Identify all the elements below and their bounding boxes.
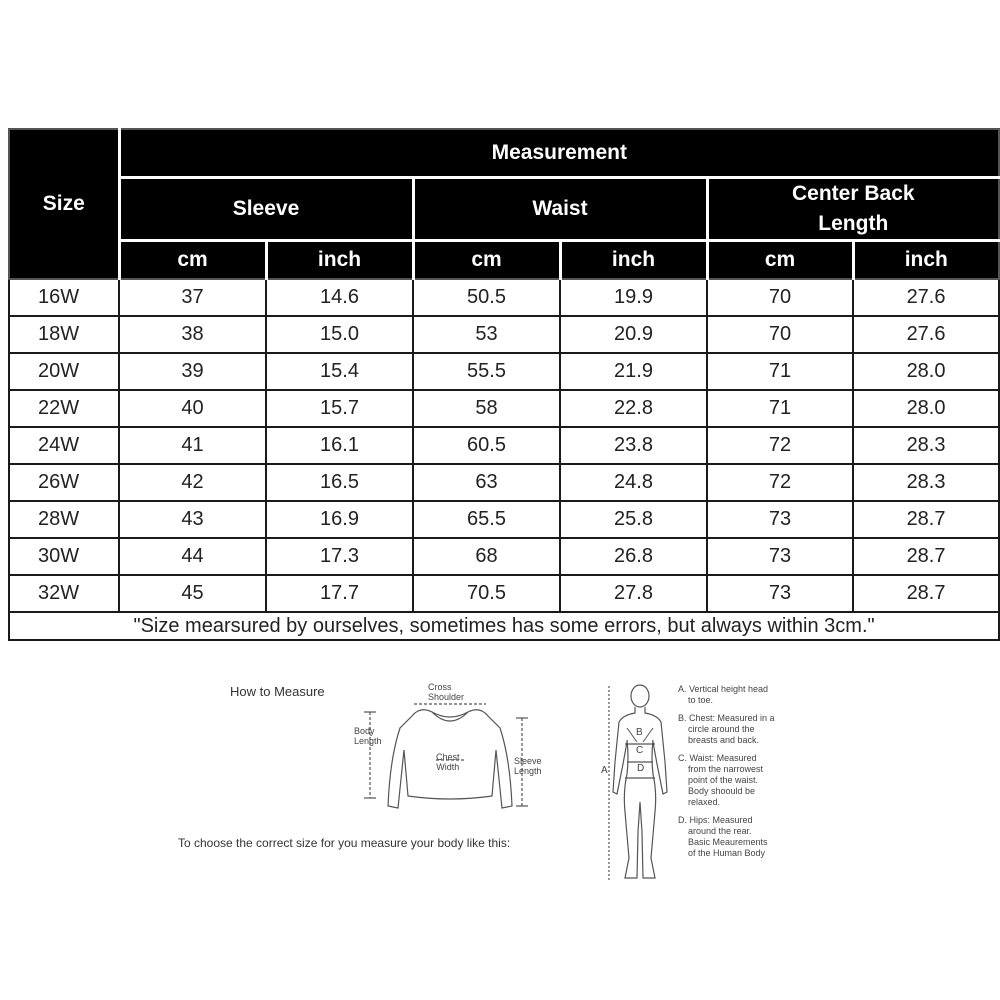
value-cell: 70: [707, 316, 853, 353]
table-row: [9, 316, 999, 353]
value-cell: 73: [707, 575, 853, 612]
cross-shoulder-label: Cross Shoulder: [428, 682, 465, 702]
value-cell: 27.8: [560, 575, 707, 612]
value-cell: 63: [413, 464, 560, 501]
value-cell: 53: [413, 316, 560, 353]
value-cell: 17.3: [266, 538, 413, 575]
value-cell: 37: [119, 279, 266, 316]
size-cell: 30W: [9, 538, 119, 575]
value-cell: 24.8: [560, 464, 707, 501]
value-cell: 22.8: [560, 390, 707, 427]
unit-header: cm: [413, 241, 560, 280]
table-footnote: "Size mearsured by ourselves, sometimes has some errors, but always within 3cm.": [9, 612, 999, 640]
measurement-header: Measurement: [119, 129, 999, 178]
size-cell: 20W: [9, 353, 119, 390]
value-cell: 16.9: [266, 501, 413, 538]
unit-header: cm: [707, 241, 853, 280]
value-cell: 20.9: [560, 316, 707, 353]
table-row: [9, 353, 999, 390]
value-cell: 70: [707, 279, 853, 316]
table-row: [9, 538, 999, 575]
value-cell: 72: [707, 464, 853, 501]
value-cell: 45: [119, 575, 266, 612]
value-cell: 68: [413, 538, 560, 575]
group-header: Sleeve: [119, 178, 413, 241]
table-row: [9, 279, 999, 316]
value-cell: 27.6: [853, 316, 999, 353]
size-header: Size: [9, 129, 119, 279]
value-cell: 26.8: [560, 538, 707, 575]
note-waist: C. Waist: Measured from the narrowest point of the waist. Body shoould be relaxed.: [678, 753, 764, 807]
size-cell: 32W: [9, 575, 119, 612]
value-cell: 19.9: [560, 279, 707, 316]
value-cell: 38: [119, 316, 266, 353]
value-cell: 15.0: [266, 316, 413, 353]
marker-d: D: [637, 763, 645, 774]
value-cell: 55.5: [413, 353, 560, 390]
value-cell: 44: [119, 538, 266, 575]
value-cell: 41: [119, 427, 266, 464]
measurement-notes: [678, 684, 828, 866]
choose-size-instruction: To choose the correct size for you measure your body like this:: [178, 836, 511, 850]
value-cell: 16.5: [266, 464, 413, 501]
value-cell: 28.3: [853, 464, 999, 501]
value-cell: 71: [707, 390, 853, 427]
value-cell: 28.0: [853, 390, 999, 427]
value-cell: 21.9: [560, 353, 707, 390]
value-cell: 50.5: [413, 279, 560, 316]
value-cell: 16.1: [266, 427, 413, 464]
value-cell: 14.6: [266, 279, 413, 316]
value-cell: 40: [119, 390, 266, 427]
value-cell: 42: [119, 464, 266, 501]
value-cell: 70.5: [413, 575, 560, 612]
value-cell: 27.6: [853, 279, 999, 316]
size-cell: 16W: [9, 279, 119, 316]
table-row: [9, 390, 999, 427]
marker-c: C: [636, 745, 644, 756]
value-cell: 73: [707, 538, 853, 575]
group-header: Waist: [413, 178, 707, 241]
value-cell: 73: [707, 501, 853, 538]
table-header: [9, 129, 999, 279]
value-cell: 65.5: [413, 501, 560, 538]
value-cell: 25.8: [560, 501, 707, 538]
note-hips: D. Hips: Measured around the rear. Basic Meaurements of the Human Body: [678, 815, 768, 858]
unit-header: cm: [119, 241, 266, 280]
chest-width-label: Chest Width: [436, 752, 460, 772]
marker-a: A: [601, 765, 608, 776]
size-cell: 24W: [9, 427, 119, 464]
size-cell: 18W: [9, 316, 119, 353]
size-cell: 26W: [9, 464, 119, 501]
value-cell: 58: [413, 390, 560, 427]
note-chest: B. Chest: Measured in a circle around the breasts and back.: [678, 713, 775, 745]
unit-header: inch: [853, 241, 999, 280]
table-row: [9, 575, 999, 612]
value-cell: 28.7: [853, 538, 999, 575]
value-cell: 28.0: [853, 353, 999, 390]
note-height: A. Vertical height head to toe.: [678, 684, 769, 705]
size-table: [8, 128, 1000, 641]
body-length-label: Body Length: [354, 726, 382, 746]
group-header: Center Back Length: [707, 178, 999, 241]
unit-header: inch: [560, 241, 707, 280]
value-cell: 60.5: [413, 427, 560, 464]
marker-b: B: [636, 727, 643, 738]
value-cell: 23.8: [560, 427, 707, 464]
table-row: [9, 464, 999, 501]
body-figure-icon: [605, 682, 675, 888]
measurement-guide: [0, 670, 1000, 900]
size-cell: 22W: [9, 390, 119, 427]
value-cell: 28.7: [853, 501, 999, 538]
table-body: [9, 279, 999, 612]
table-row: [9, 427, 999, 464]
value-cell: 28.7: [853, 575, 999, 612]
value-cell: 39: [119, 353, 266, 390]
how-to-measure-label: How to Measure: [230, 684, 325, 699]
value-cell: 43: [119, 501, 266, 538]
value-cell: 72: [707, 427, 853, 464]
size-cell: 28W: [9, 501, 119, 538]
value-cell: 15.7: [266, 390, 413, 427]
value-cell: 71: [707, 353, 853, 390]
value-cell: 28.3: [853, 427, 999, 464]
table-row: [9, 501, 999, 538]
value-cell: 15.4: [266, 353, 413, 390]
sleeve-length-label: Sleeve Length: [514, 756, 542, 776]
unit-header: inch: [266, 241, 413, 280]
value-cell: 17.7: [266, 575, 413, 612]
